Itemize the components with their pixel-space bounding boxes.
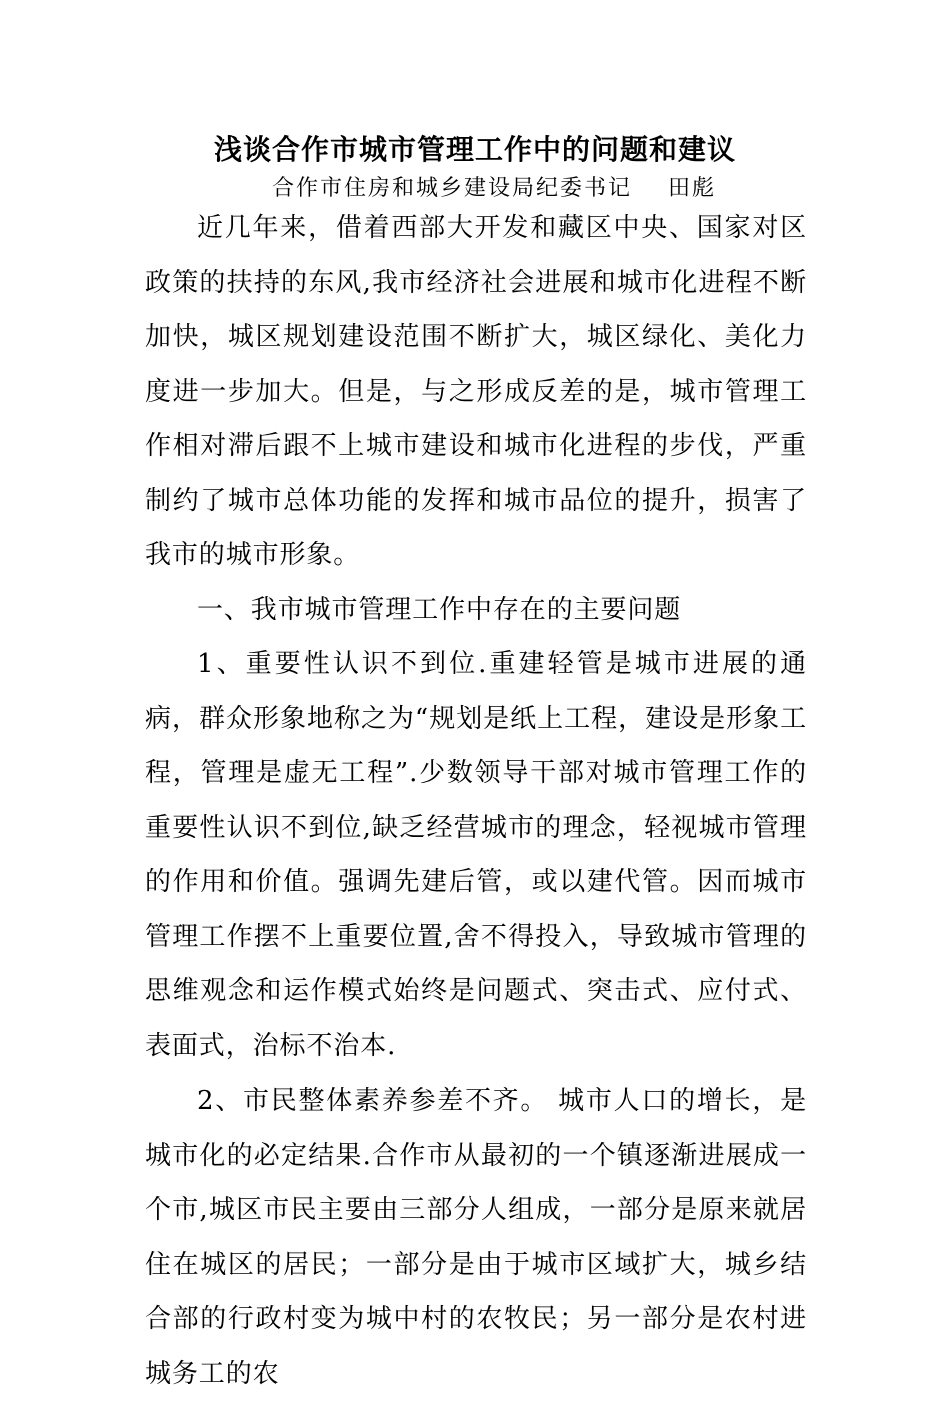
- section-heading-1: 一、我市城市管理工作中存在的主要问题: [197, 594, 682, 625]
- paragraph-intro: 近几年来，借着西部大开发和藏区中央、国家对区政策的扶持的东风,我市经济社会进展和城市化进程不断加快，城区规划建设范围不断扩大，城区绿化、美化力度进一步加大。但是，与之形成反差的是，城市管理工作相对滞后跟不上城市建设和城市化进程的步伐，严重制约了城市总体功能的发挥和城市品位的提升，损害了我市的城市形象。: [145, 213, 807, 570]
- document-body: [145, 201, 807, 1401]
- document-title: 浅谈合作市城市管理工作中的问题和建议: [213, 133, 736, 166]
- paragraph-point-1: 1、重要性认识不到位.重建轻管是城市进展的通病，群众形象地称之为“规划是纸上工程，建设是形象工程，管理是虚无工程”.少数领导干部对城市管理工作的重要性认识不到位,缺乏经营城市的理念，轻视城市管理的作用和价值。强调先建后管，或以建代管。因而城市管理工作摆不上重要位置,舍不得投入，导致城市管理的思维观念和运作模式始终是问题式、突击式、应付式、表面式，治标不治本.: [145, 649, 807, 1061]
- author-byline: 合作市住房和城乡建设局纪委书记 田彪: [272, 176, 716, 201]
- paragraph-point-2: 2、市民整体素养参差不齐。 城市人口的增长，是城市化的必定结果.合作市从最初的一个镇逐渐进展成一个市,城区市民主要由三部分人组成，一部分是原来就居住在城区的居民；一部分是由于城市区域扩大，城乡结合部的行政村变为城中村的农牧民；另一部分是农村进城务工的农: [145, 1086, 807, 1389]
